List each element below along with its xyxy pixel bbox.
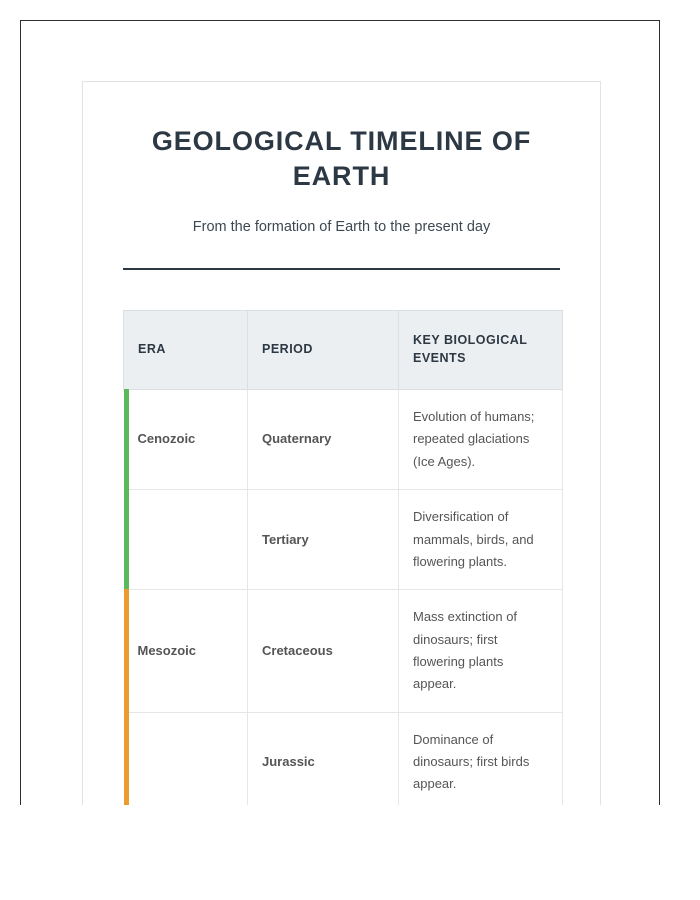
table-row: [124, 490, 563, 590]
document-content: [83, 82, 600, 805]
period-cell: Cretaceous: [248, 590, 399, 712]
page-title: GEOLOGICAL TIMELINE OF EARTH: [151, 126, 532, 191]
table-row: [124, 590, 563, 712]
events-cell: Diversification of mammals, birds, and flowering plants.: [399, 490, 563, 590]
era-cell: [124, 590, 248, 712]
page-subtitle: From the formation of Earth to the present day: [192, 219, 491, 236]
period-cell: Quaternary: [248, 390, 399, 490]
period-cell: Tertiary: [248, 490, 399, 590]
events-cell: Dominance of dinosaurs; first birds appear.: [399, 712, 563, 805]
page-frame: [20, 20, 660, 805]
table-body: [124, 390, 563, 805]
era-accent-bar: [124, 712, 129, 805]
table-header: [124, 311, 563, 390]
document-card: [82, 81, 601, 805]
table-row: [124, 712, 563, 805]
era-label: Cenozoic: [137, 431, 196, 447]
era-accent-bar: [124, 489, 129, 590]
events-cell: Mass extinction of dinosaurs; first flowering plants appear.: [399, 590, 563, 712]
events-cell: Evolution of humans; repeated glaciations (Ice Ages).: [399, 390, 563, 490]
geological-timeline-table: [123, 310, 563, 805]
table-header-row: [124, 311, 563, 390]
column-header-period: PERIOD: [248, 311, 399, 390]
era-cell: [124, 490, 248, 590]
era-cell: [124, 712, 248, 805]
era-cell: [124, 390, 248, 490]
table-row: [124, 390, 563, 490]
era-accent-bar: [124, 389, 129, 490]
era-label: Mesozoic: [137, 642, 197, 658]
column-header-key-biological-events: KEY BIOLOGICAL EVENTS: [399, 311, 563, 390]
period-cell: Jurassic: [248, 712, 399, 805]
column-header-era: ERA: [124, 311, 248, 390]
era-accent-bar: [124, 589, 129, 712]
title-divider: [123, 268, 560, 270]
timeline-table-wrapper: [123, 310, 560, 805]
